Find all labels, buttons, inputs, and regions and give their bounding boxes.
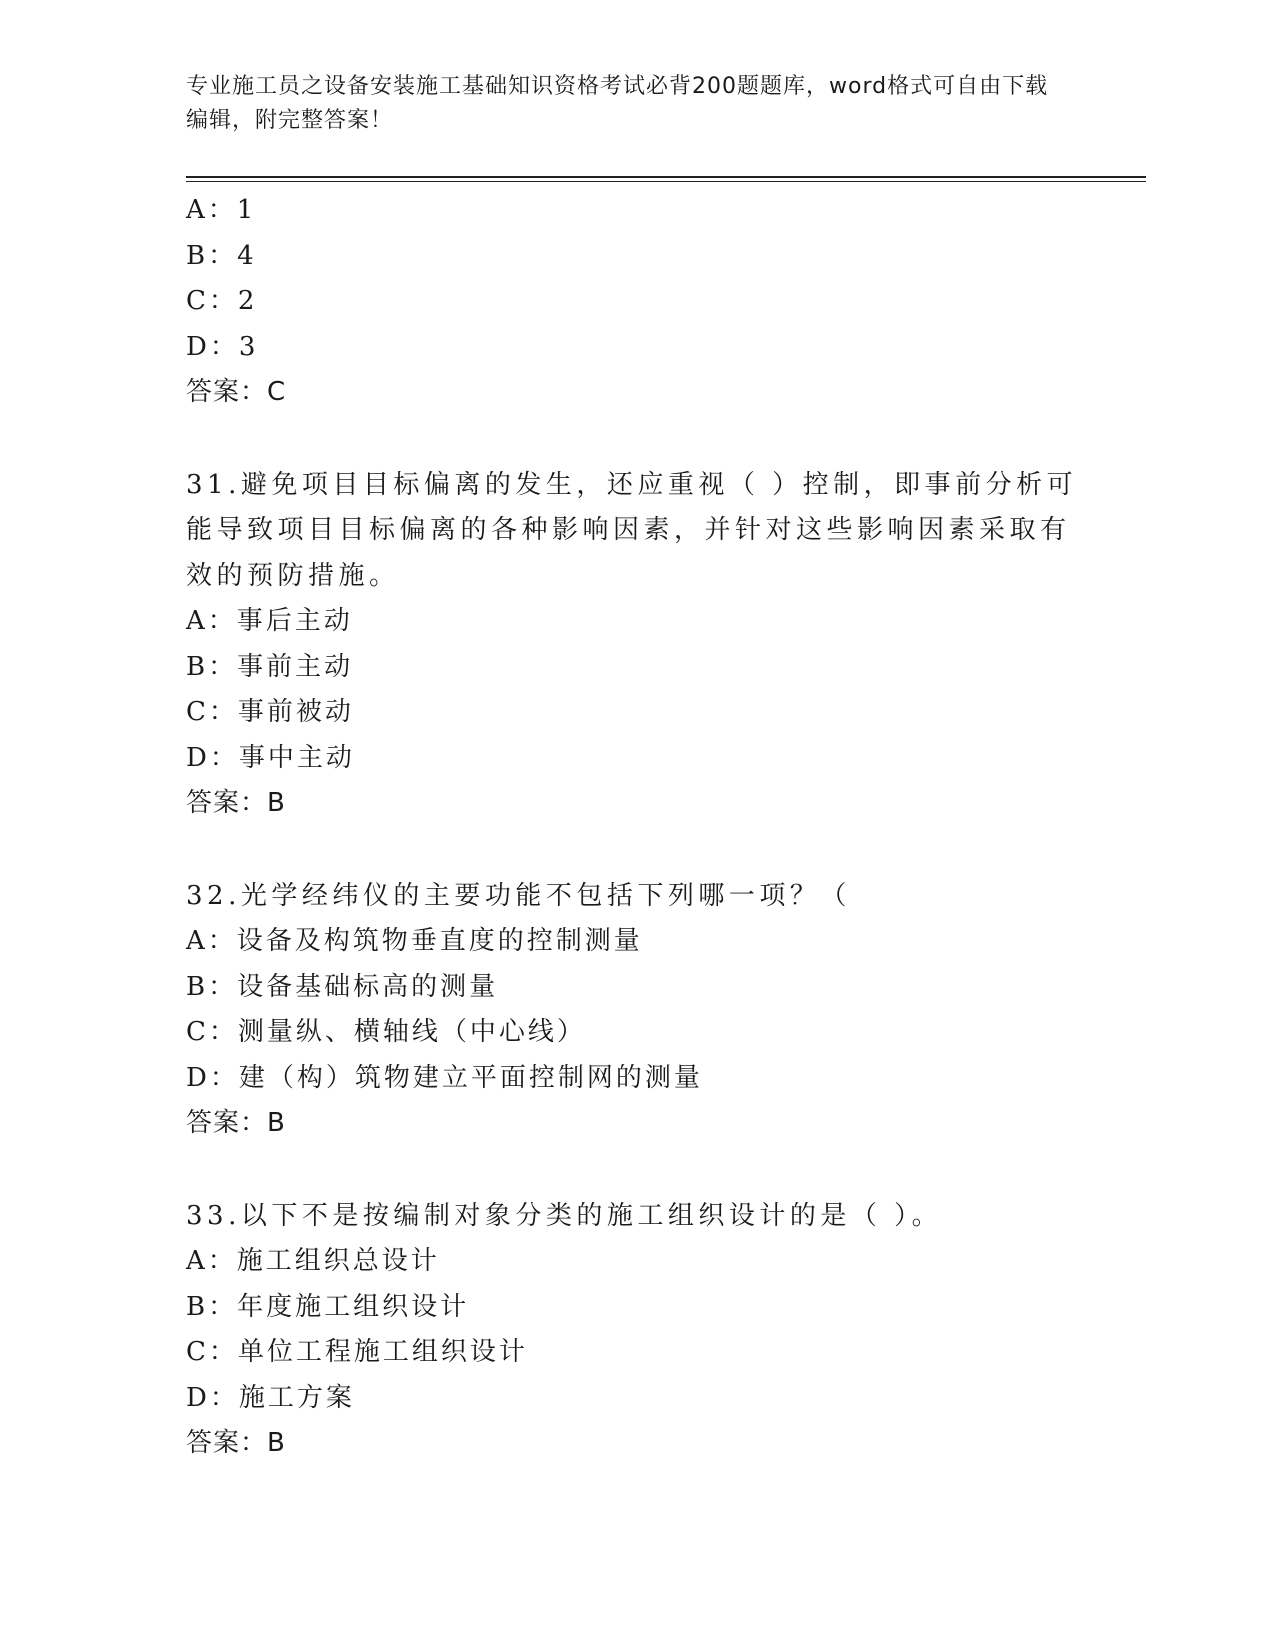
option-b: B：4	[186, 240, 257, 271]
option-c: C：事前被动	[186, 697, 354, 727]
question-32-block	[186, 874, 1086, 1147]
answer-line: 答案：C	[186, 377, 287, 407]
option-c: C：测量纵、横轴线（中心线）	[186, 1017, 586, 1047]
option-b: B：年度施工组织设计	[186, 1291, 470, 1322]
answer-line: 答案：B	[186, 788, 286, 818]
previous-question-block	[186, 188, 1086, 416]
header-divider	[186, 176, 1146, 178]
option-d: D：3	[186, 331, 259, 362]
document-header: 专业施工员之设备安装施工基础知识资格考试必背200题题库，word格式可自由下载编辑，附完整答案！	[186, 74, 1049, 133]
answer-line: 答案：B	[186, 1108, 286, 1138]
option-a: A：1	[186, 195, 257, 225]
option-a: A：设备及构筑物垂直度的控制测量	[186, 926, 643, 956]
option-a: A：事后主动	[186, 606, 353, 636]
option-d: D：施工方案	[186, 1382, 355, 1413]
answer-line: 答案：B	[186, 1428, 286, 1458]
question-text: 31.避免项目目标偏离的发生，还应重视（ ）控制，即事前分析可能导致项目目标偏离的各种影响因素，并针对这些影响因素采取有效的预防措施。	[186, 469, 1078, 591]
question-text: 32.光学经纬仪的主要功能不包括下列哪一项？（	[186, 880, 851, 911]
option-d: D：事中主动	[186, 742, 355, 773]
question-31-block	[186, 463, 1086, 827]
option-c: C：2	[186, 286, 258, 316]
option-c: C：单位工程施工组织设计	[186, 1337, 528, 1367]
option-b: B：事前主动	[186, 651, 354, 682]
option-d: D：建（构）筑物建立平面控制网的测量	[186, 1062, 703, 1093]
option-a: A：施工组织总设计	[186, 1246, 440, 1276]
question-33-block	[186, 1194, 1086, 1467]
question-list	[186, 188, 1086, 1467]
question-text: 33.以下不是按编制对象分类的施工组织设计的是（ ）。	[186, 1200, 943, 1231]
option-b: B：设备基础标高的测量	[186, 971, 499, 1002]
header-divider-thin	[186, 181, 1146, 182]
